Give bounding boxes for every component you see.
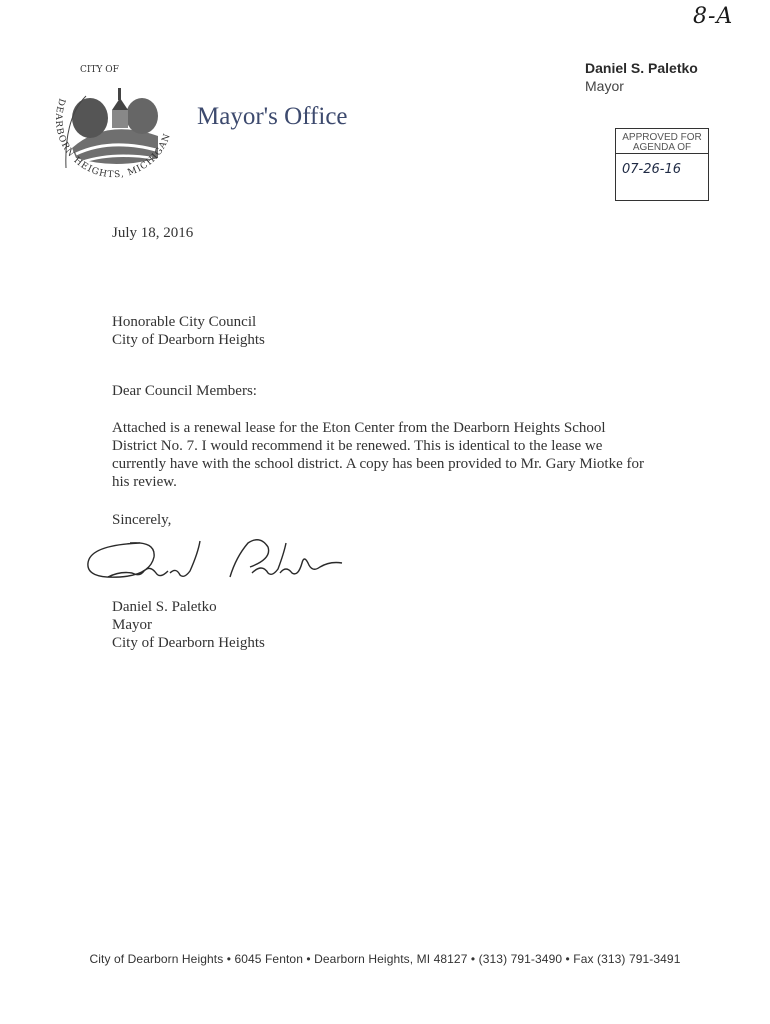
- office-title: Mayor's Office: [197, 103, 348, 130]
- recipient-line: Honorable City Council: [112, 314, 257, 330]
- recipient-address: [112, 313, 265, 349]
- executive-block: [585, 59, 698, 95]
- signer-block: [112, 598, 265, 652]
- body-line: his review.: [112, 474, 177, 490]
- executive-title: Mayor: [585, 78, 624, 94]
- letter-date: July 18, 2016: [112, 225, 194, 241]
- approval-stamp: [615, 128, 709, 201]
- body-line: Attached is a renewal lease for the Eton Center from the Dearborn Heights School: [112, 420, 606, 436]
- closing: Sincerely,: [112, 512, 172, 528]
- signer-organization: City of Dearborn Heights: [112, 635, 265, 651]
- executive-name: Daniel S. Paletko: [585, 60, 698, 76]
- letter-body: [112, 419, 672, 491]
- stamp-date: 07-26-16: [622, 162, 682, 177]
- body-line: currently have with the school district. A copy has been provided to Mr. Gary Miotke for: [112, 456, 644, 472]
- signer-name: Daniel S. Paletko: [112, 599, 217, 615]
- seal-top-text: CITY OF: [80, 65, 119, 75]
- seal-ring-text: DEARBORN HEIGHTS, MICHIGAN: [52, 96, 174, 181]
- city-seal-logo: [46, 58, 184, 196]
- footer-contact: City of Dearborn Heights • 6045 Fenton • Dearborn Heights, MI 48127 • (313) 791-3490 • Fax (313) 791-3491: [89, 952, 681, 966]
- salutation: Dear Council Members:: [112, 383, 257, 399]
- recipient-line: City of Dearborn Heights: [112, 332, 265, 348]
- page-number: 8-A: [693, 4, 734, 29]
- stamp-line-2: AGENDA OF: [632, 142, 692, 153]
- signer-title: Mayor: [112, 617, 152, 633]
- stamp-line-1: APPROVED FOR: [622, 132, 702, 143]
- stamp-header: [616, 129, 708, 154]
- body-line: District No. 7. I would recommend it be renewed. This is identical to the lease we: [112, 438, 603, 454]
